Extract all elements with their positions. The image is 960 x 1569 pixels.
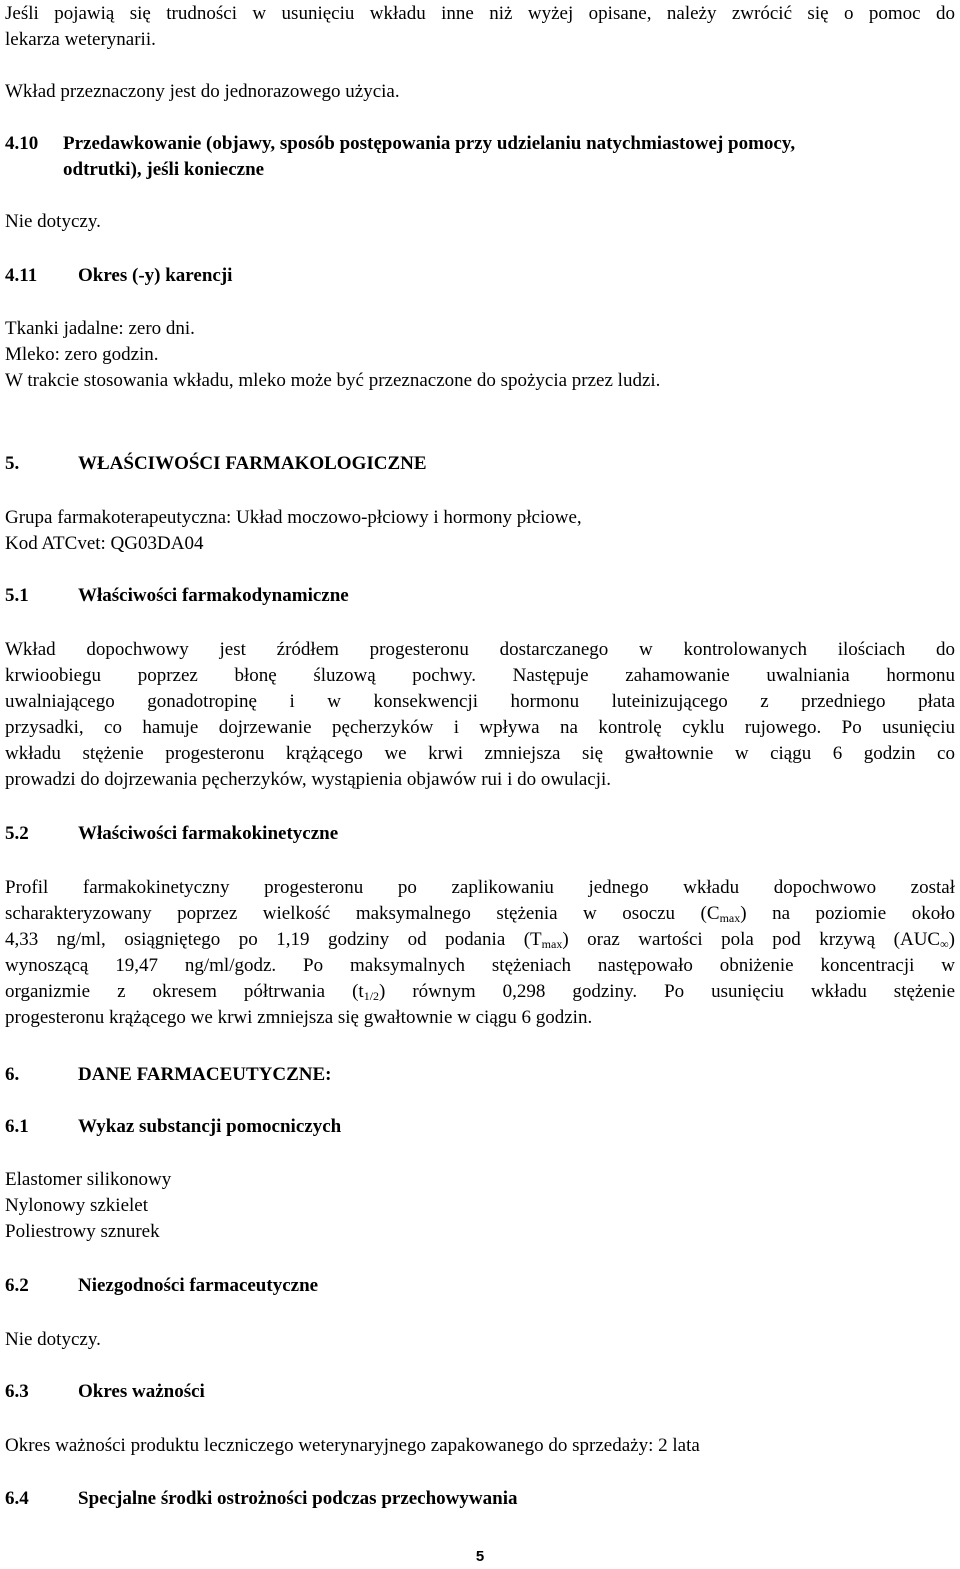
paragraph-line [5,927,955,953]
section-title: Wykaz substancji pomocniczych [78,1116,342,1137]
text-run: ) na poziomie około [740,903,955,924]
paragraph-line: krwioobiegu poprzez błonę śluzową pochwy. Następuje zahamowanie uwalniania hormonu [5,665,955,686]
section-title: Właściwości farmakokinetyczne [78,823,339,844]
section-number: 6. [5,1064,20,1085]
paragraph-line: uwalniającego gonadotropinę i w konsekwencji hormonu luteinizującego z przedniego płata [5,691,955,712]
paragraph-line [5,979,955,1005]
section-number: 4.11 [5,265,38,286]
subscript: 1/2 [363,989,380,1003]
section-heading-6-3 [5,1379,205,1405]
section-heading-5 [5,451,427,477]
section-body: Nie dotyczy. [5,211,101,232]
section-heading-6 [5,1062,332,1088]
section-title: Okres (-y) karencji [78,265,233,286]
paragraph-line [5,901,955,927]
section-heading-5-2 [5,821,338,847]
section-heading-6-1 [5,1114,341,1140]
section-heading-4-10 [5,131,795,157]
section-heading-6-4 [5,1486,517,1512]
section-title: Przedawkowanie (objawy, sposób postępowania przy udzielaniu natychmiastowej pomocy, [63,133,796,154]
paragraph-line: Jeśli pojawią się trudności w usunięciu wkładu inne niż wyżej opisane, należy zwrócić się o pomoc do [5,3,955,24]
paragraph-line: Wkład dopochwowy jest źródłem progesteronu dostarczanego w kontrolowanych ilościach do [5,639,955,660]
section-number: 5.2 [5,823,29,844]
section-title: WŁAŚCIWOŚCI FARMAKOLOGICZNE [78,453,427,474]
section-heading-6-2 [5,1273,318,1299]
section-title: Niezgodności farmaceutyczne [78,1275,319,1296]
text-run: organizmie z okresem półtrwania (t [5,981,364,1002]
paragraph-line: Tkanki jadalne: zero dni. [5,318,195,339]
paragraph-line: lekarza weterynarii. [5,29,156,50]
paragraph-line: wkładu stężenie progesteronu krążącego we krwi zmniejsza się gwałtownie w ciągu 6 godzin co [5,743,955,764]
text-run: 4,33 ng/ml, osiągniętego po 1,19 godziny od podania (T [5,929,542,950]
list-item: Poliestrowy sznurek [5,1221,160,1242]
paragraph-line: prowadzi do dojrzewania pęcherzyków, wystąpienia objawów rui i do owulacji. [5,769,612,790]
section-number: 5.1 [5,585,29,606]
section-number: 6.4 [5,1488,29,1509]
list-item: Nylonowy szkielet [5,1195,149,1216]
page-number: 5 [475,1548,485,1565]
subscript: max [541,937,563,951]
section-number: 4.10 [5,133,39,154]
section-title: Okres ważności [78,1381,205,1402]
section-heading-4-11 [5,263,232,289]
paragraph-line: W trakcie stosowania wkładu, mleko może być przeznaczone do spożycia przez ludzi. [5,370,661,391]
section-number: 6.1 [5,1116,29,1137]
section-heading-5-1 [5,583,349,609]
paragraph-line: Profil farmakokinetyczny progesteronu po zaplikowaniu jednego wkładu dopochwowo został [5,877,955,898]
text-run: ) oraz wartości pola pod krzywą (AUC [562,929,941,950]
subscript: max [719,911,741,925]
paragraph-line: przysadki, co hamuje dojrzewanie pęcherzyków i wpływa na kontrolę cyklu rujowego. Po usunięciu [5,717,955,738]
paragraph-line: progesteronu krążącego we krwi zmniejsza się gwałtownie w ciągu 6 godzin. [5,1007,593,1028]
section-title-continuation: odtrutki), jeśli konieczne [63,159,265,180]
paragraph-line: Kod ATCvet: QG03DA04 [5,533,204,554]
list-item: Elastomer silikonowy [5,1169,172,1190]
text-run: scharakteryzowany poprzez wielkość maksymalnego stężenia w osoczu (C [5,903,720,924]
single-use-note: Wkład przeznaczony jest do jednorazowego użycia. [5,81,400,102]
paragraph-line: Grupa farmakoterapeutyczna: Układ moczowo-płciowy i hormony płciowe, [5,507,582,528]
section-title: Specjalne środki ostrożności podczas przechowywania [78,1488,518,1509]
section-title: DANE FARMACEUTYCZNE: [78,1064,332,1085]
section-title: Właściwości farmakodynamiczne [78,585,349,606]
section-number: 5. [5,453,20,474]
section-body: Okres ważności produktu leczniczego weterynaryjnego zapakowanego do sprzedaży: 2 lata [5,1435,700,1456]
paragraph-line: wynoszącą 19,47 ng/ml/godz. Po maksymalnych stężeniach następowało obniżenie koncentracji w [5,955,955,976]
text-run: ) [948,929,955,950]
section-body: Nie dotyczy. [5,1329,101,1350]
text-run: ) równym 0,298 godziny. Po usunięciu wkładu stężenie [379,981,955,1002]
section-number: 6.3 [5,1381,29,1402]
section-number: 6.2 [5,1275,29,1296]
subscript: ∞ [940,937,949,951]
paragraph-line: Mleko: zero godzin. [5,344,159,365]
